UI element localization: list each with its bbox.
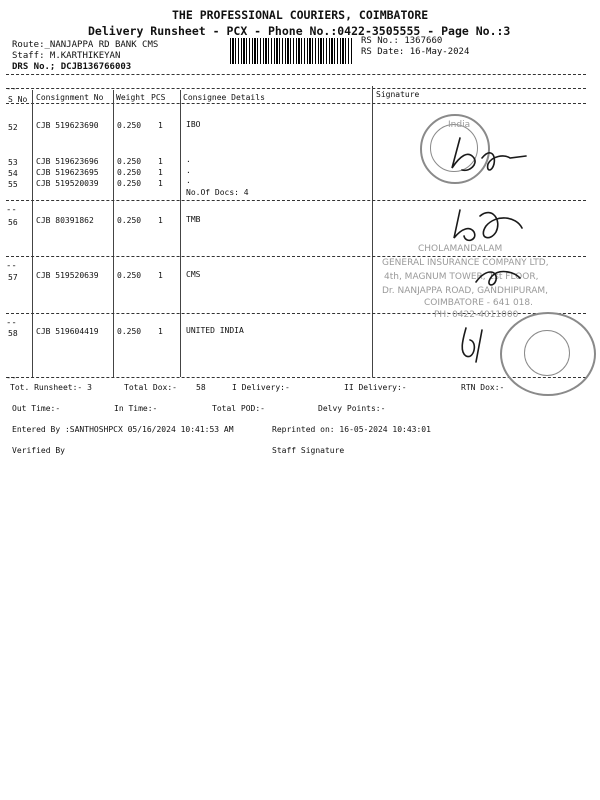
row-sno: 57 <box>8 273 18 282</box>
dash-mark: -- <box>6 318 17 328</box>
row-details: CMS <box>186 270 201 279</box>
staff-label: Staff: M.KARTHIKEYAN <box>12 51 121 61</box>
row-pcs: 1 <box>158 216 163 225</box>
row-sno: 53 <box>8 158 18 167</box>
row-pcs: 1 <box>158 271 163 280</box>
india-stamp: India <box>420 114 490 184</box>
row-sno: 52 <box>8 123 18 132</box>
row-weight: 0.250 <box>117 168 142 177</box>
row-weight: 0.250 <box>117 121 142 130</box>
reprinted-on: Reprinted on: 16-05-2024 10:43:01 <box>272 425 431 434</box>
rs-number: RS No.: 1367660 <box>361 36 443 46</box>
route-label: Route:_NANJAPPA RD BANK CMS <box>12 40 159 50</box>
no-of-docs: No.Of Docs: 4 <box>186 188 249 197</box>
row-sno: 58 <box>8 329 18 338</box>
out-time: Out Time:- <box>12 404 61 413</box>
dash-mark: -- <box>6 373 17 383</box>
row-weight: 0.250 <box>117 216 142 225</box>
rtn-dox: RTN Dox:- <box>461 383 505 392</box>
col-sno: S No <box>8 95 28 104</box>
dash-mark: -- <box>6 261 17 271</box>
row-details: . <box>186 166 191 175</box>
drs-number: DRS No.; DCJB136766003 <box>12 62 132 72</box>
dash-mark: -- <box>6 84 17 94</box>
company-stamp: CHOLAMANDALAM GENERAL INSURANCE COMPANY LTD, 4th, MAGNUM TOWER, 1st FLOOR, Dr. NANJAPPA ROAD, GANDHIPURAM, COIMBATORE - 641 018. PH: 0422-4011000 <box>382 244 549 320</box>
signature-row-58 <box>452 322 512 366</box>
row-sno: 55 <box>8 180 18 189</box>
row-consignment: CJB 519604419 <box>36 327 99 336</box>
row-consignment: CJB 80391862 <box>36 216 94 225</box>
delvy-points: Delvy Points:- <box>318 404 386 413</box>
row-pcs: 1 <box>158 121 163 130</box>
row-consignment: CJB 519520639 <box>36 271 99 280</box>
entered-by: Entered By :SANTHOSHPCX 05/16/2024 10:41:53 AM <box>12 425 234 434</box>
row-pcs: 1 <box>158 157 163 166</box>
in-time: In Time:- <box>114 404 158 413</box>
ii-delivery: II Delivery:- <box>344 383 407 392</box>
row-details: . <box>186 176 191 185</box>
row-weight: 0.250 <box>117 179 142 188</box>
col-details: Consignee Details <box>183 93 265 102</box>
row-sno: 56 <box>8 218 18 227</box>
barcode <box>230 38 352 64</box>
verified-by: Verified By <box>12 446 65 455</box>
row-weight: 0.250 <box>117 327 142 336</box>
row-weight: 0.250 <box>117 157 142 166</box>
total-pod: Total POD:- <box>212 404 265 413</box>
row-pcs: 1 <box>158 168 163 177</box>
row-sno: 54 <box>8 169 18 178</box>
row-details: IBO <box>186 120 201 129</box>
runsheet-subtitle: Delivery Runsheet - PCX - Phone No.:0422-3505555 - Page No.:3 <box>88 24 511 38</box>
company-title: THE PROFESSIONAL COURIERS, COIMBATORE <box>172 8 429 22</box>
total-dox-label: Total Dox:- <box>124 383 177 392</box>
row-pcs: 1 <box>158 327 163 336</box>
rs-date: RS Date: 16-May-2024 <box>361 47 470 57</box>
row-details: TMB <box>186 215 201 224</box>
row-details: . <box>186 155 191 164</box>
row-weight: 0.250 <box>117 271 142 280</box>
staff-signature: Staff Signature <box>272 446 345 455</box>
i-delivery: I Delivery:- <box>232 383 290 392</box>
col-consignment: Consignment No <box>36 93 104 102</box>
col-weight: Weight <box>116 93 145 102</box>
row-consignment: CJB 519520039 <box>36 179 99 188</box>
signature-row-57 <box>470 262 530 292</box>
col-pcs: PCS <box>151 93 166 102</box>
row-details: UNITED INDIA <box>186 326 244 335</box>
round-seal-stamp <box>500 312 596 396</box>
total-runsheet: Tot. Runsheet:- 3 <box>10 383 92 392</box>
total-dox-value: 58 <box>196 383 206 392</box>
col-signature: Signature <box>376 90 420 99</box>
row-pcs: 1 <box>158 179 163 188</box>
row-consignment: CJB 519623690 <box>36 121 99 130</box>
row-consignment: CJB 519623696 <box>36 157 99 166</box>
row-consignment: CJB 519623695 <box>36 168 99 177</box>
dash-mark: -- <box>6 205 17 215</box>
signature-row-52 <box>430 128 540 180</box>
